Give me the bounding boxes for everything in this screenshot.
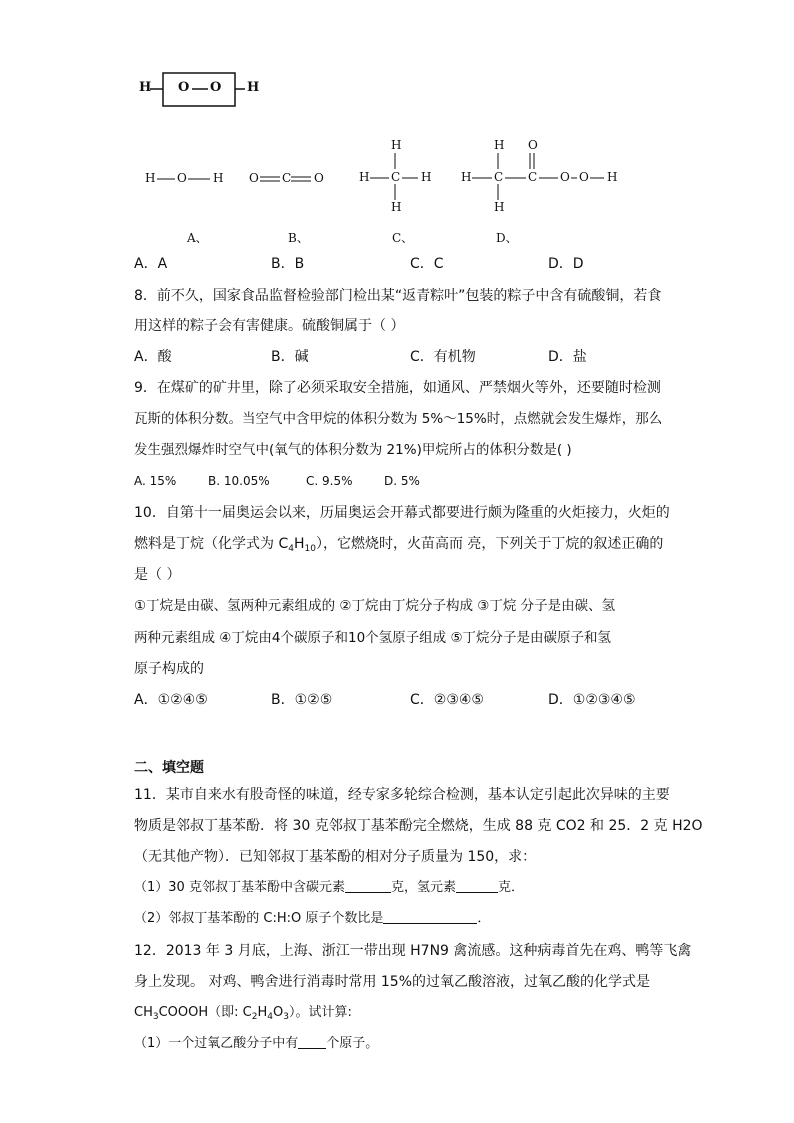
q12-text-segment: ）。试计算: <box>288 1005 352 1020</box>
atom-h: H <box>421 170 432 184</box>
subscript: 4 <box>288 544 294 554</box>
atom-h: H <box>145 171 156 185</box>
molecule-c-label: C、 <box>392 231 414 245</box>
q9-text-line-3: 发生强烈爆炸时空气中(氧气的体积分数为 21%)甲烷所占的体积分数是( ) <box>134 442 572 458</box>
q12-text-segment: H <box>257 1005 268 1020</box>
atom-o: O <box>177 171 187 185</box>
molecule-a-label: A、 <box>187 231 208 245</box>
answer-blank-carbon[interactable] <box>345 878 391 893</box>
q10-option-d[interactable]: D．①②③④⑤ <box>548 692 636 708</box>
q11-sub-question-2-text: （2）邻叔丁基苯酚的 C:H:O 原子个数比是 <box>134 911 384 926</box>
atom-o: O <box>528 138 538 152</box>
peroxide-structure-lines <box>138 72 263 108</box>
subscript: 3 <box>283 1012 289 1022</box>
atom-c: C <box>494 170 504 184</box>
subscript: 3 <box>152 1012 159 1022</box>
q10-statement-line-1: ①丁烷是由碳、氢两种元素组成的 ②丁烷由丁烷分子构成 ③丁烷 分子是由碳、氢 <box>134 598 616 614</box>
q7-option-b[interactable]: B．B <box>271 256 305 272</box>
q9-option-c[interactable]: C. 9.5% <box>306 474 353 488</box>
atom-h: H <box>391 200 402 214</box>
molecule-c-methane <box>358 138 438 216</box>
q10-option-a[interactable]: A．①②④⑤ <box>134 692 208 708</box>
atom-h: H <box>359 170 370 184</box>
q12-text-line-3 <box>134 1003 352 1027</box>
q11-sub-question-2-text: ． <box>477 911 491 926</box>
answer-blank-atom-count[interactable] <box>298 1034 326 1049</box>
atom-o: O <box>249 171 259 185</box>
q9-option-a[interactable]: A. 15% <box>134 474 177 488</box>
q12-sub-question-1-text: 个原子。 <box>326 1036 379 1051</box>
atom-o: O <box>314 171 324 185</box>
q12-text-segment: CH <box>134 1005 153 1020</box>
atom-h: H <box>247 80 260 95</box>
subscript: 10 <box>304 544 316 554</box>
atom-h: H <box>494 138 505 152</box>
q7-option-c[interactable]: C．C <box>410 256 444 272</box>
q8-option-a[interactable]: A．酸 <box>134 349 172 365</box>
q8-option-b[interactable]: B．碱 <box>271 349 309 365</box>
atom-o: O <box>210 80 222 95</box>
answer-blank-hydrogen[interactable] <box>456 878 498 893</box>
q10-text-line-3: 是（ ） <box>134 567 181 583</box>
atom-h: H <box>213 171 224 185</box>
atom-c: C <box>282 171 292 185</box>
q9-option-b[interactable]: B. 10.05% <box>208 474 270 488</box>
peroxide-structure <box>138 72 263 108</box>
q11-sub-question-1-text: （1）30 克邻叔丁基苯酚中含碳元素 <box>134 880 345 895</box>
q11-sub-question-2 <box>134 909 490 929</box>
q12-text-segment: O <box>272 1005 284 1020</box>
q11-sub-question-1-text: 克，氢元素 <box>390 880 456 895</box>
atom-h: H <box>139 80 152 95</box>
q10-option-c[interactable]: C．②③④⑤ <box>410 692 484 708</box>
q10-statement-line-2: 两种元素组成 ④丁烷由4个碳原子和10个氢原子组成 ⑤丁烷分子是由碳原子和氢 <box>134 630 612 646</box>
q10-statement-line-3: 原子构成的 <box>134 661 204 677</box>
q11-text-line-2: 物质是邻叔丁基苯酚．将 30 克邻叔丁基苯酚完全燃烧，生成 88 克 CO2 和 25．2 克 H2O <box>134 818 703 834</box>
molecule-d-label: D、 <box>496 231 518 245</box>
atom-h: H <box>391 138 402 152</box>
q8-text-line-2: 用这样的粽子会有害健康。硫酸铜属于（ ） <box>134 318 405 334</box>
atom-h: H <box>607 170 618 184</box>
q8-option-d[interactable]: D．盐 <box>548 349 587 365</box>
q10-text-line-2 <box>134 534 663 559</box>
atom-o: O <box>178 80 190 95</box>
atom-o: O <box>560 170 570 184</box>
q10-text-segment: ），它燃烧时，火苗高而 亮，下列关于丁烷的叙述正确的 <box>315 536 664 552</box>
molecule-d-peracetic-acid <box>460 138 630 216</box>
atom-c: C <box>391 170 401 184</box>
q9-text-line-2: 瓦斯的体积分数。当空气中含甲烷的体积分数为 5%～15%时，点燃就会发生爆炸，那么 <box>134 411 663 427</box>
q7-option-d[interactable]: D．D <box>548 256 584 272</box>
q12-text-line-2: 身上发现。 对鸡、鸭舍进行消毒时常用 15%的过氧乙酸溶液，过氧乙酸的化学式是 <box>134 974 651 990</box>
atom-h: H <box>494 200 505 214</box>
q9-text-line-1: 9．在煤矿的矿井里，除了必须采取安全措施，如通风、严禁烟火等外，还要随时检测 <box>134 380 661 396</box>
atom-h: H <box>461 170 472 184</box>
molecule-a-water <box>144 170 234 190</box>
q8-text-line-1: 8．前不久，国家食品监督检验部门检出某“返青粽叶”包装的粽子中含有硫酸铜，若食 <box>134 288 662 304</box>
q7-option-a[interactable]: A．A <box>134 256 168 272</box>
answer-blank-atom-ratio[interactable] <box>383 909 477 924</box>
q12-sub-question-1 <box>134 1034 378 1054</box>
atom-c: C <box>528 170 538 184</box>
atom-o: O <box>579 170 589 184</box>
section-title-fill-in: 二、填空题 <box>134 760 204 776</box>
molecule-b-label: B、 <box>288 231 309 245</box>
q9-option-d[interactable]: D. 5% <box>384 474 420 488</box>
q10-text-line-1: 10．自第十一届奥运会以来，历届奥运会开幕式都要进行颇为隆重的火炬接力，火炬的 <box>134 505 670 521</box>
q12-sub-question-1-text: （1）一个过氧乙酸分子中有 <box>134 1036 299 1051</box>
q11-text-line-3: （无其他产物）．已知邻叔丁基苯酚的相对分子质量为 150，求： <box>134 849 537 865</box>
molecule-b-carbon-dioxide <box>248 170 328 190</box>
q10-text-segment: 燃料是丁烷（化学式为 C <box>134 536 289 552</box>
subscript: 4 <box>267 1012 273 1022</box>
subscript: 2 <box>251 1012 258 1022</box>
q10-option-b[interactable]: B．①②⑤ <box>271 692 333 708</box>
q12-text-line-1: 12．2013 年 3 月底，上海、浙江一带出现 H7N9 禽流感。这种病毒首先在鸡、鸭等飞禽 <box>134 943 692 959</box>
q12-text-segment: COOOH（即: C <box>158 1005 252 1020</box>
q11-text-line-1: 11．某市自来水有股奇怪的味道，经专家多轮综合检测，基本认定引起此次异味的主要 <box>134 787 670 803</box>
q10-text-segment: H <box>293 536 305 552</box>
q8-option-c[interactable]: C．有机物 <box>410 349 476 365</box>
q11-sub-question-1-text: 克． <box>497 880 524 895</box>
q11-sub-question-1 <box>134 878 524 898</box>
